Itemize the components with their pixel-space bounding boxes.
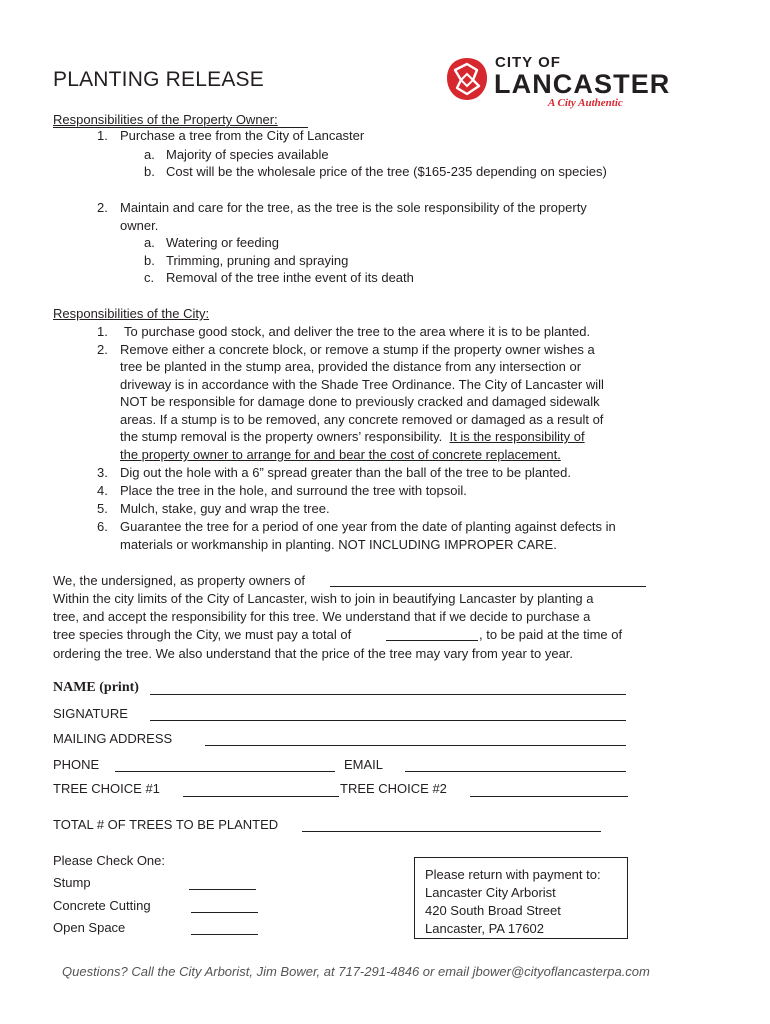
tree-choice-1-field[interactable] bbox=[183, 796, 339, 797]
logo-tagline: A City Authentic bbox=[548, 97, 623, 109]
owner-item-2b: Trimming, pruning and spraying bbox=[166, 253, 349, 268]
agreement-line2: Within the city limits of the City of Lancaster, wish to join in beautifying Lancaster by planting a bbox=[53, 591, 594, 606]
agreement-line4b: , to be paid at the time of bbox=[479, 627, 623, 642]
city-item-2-line3: driveway is in accordance with the Shade Tree Ordinance. The City of Lancaster will bbox=[120, 377, 604, 392]
owner-item-1a-letter: a. bbox=[144, 147, 155, 162]
option-openspace-checkline[interactable] bbox=[191, 934, 258, 935]
city-item-2-num: 2. bbox=[97, 342, 108, 357]
phone-field[interactable] bbox=[115, 771, 335, 772]
page-title: PLANTING RELEASE bbox=[53, 68, 264, 91]
city-item-6-line2: materials or workmanship in planting. NOT INCLUDING IMPROPER CARE. bbox=[120, 537, 557, 552]
option-openspace-label: Open Space bbox=[53, 920, 126, 935]
owner-item-2a: Watering or feeding bbox=[166, 235, 279, 250]
footer-contact: Questions? Call the City Arborist, Jim Bower, at 717-291-4846 or email jbower@cityoflancasterpa.com bbox=[62, 964, 650, 979]
return-line1: Please return with payment to: bbox=[425, 867, 601, 882]
owner-item-2c-letter: c. bbox=[144, 270, 155, 285]
total-trees-field[interactable] bbox=[302, 831, 601, 832]
tree-choice-2-field[interactable] bbox=[470, 796, 628, 797]
return-line3: 420 South Broad Street bbox=[425, 903, 561, 918]
city-item-2-line4: NOT be responsible for damage done to previously cracked and damaged sidewalk bbox=[120, 394, 600, 409]
city-item-2-line6 bbox=[120, 428, 585, 446]
city-item-2-line6-text: the stump removal is the property owners’ responsibility. bbox=[120, 429, 443, 444]
total-trees-label: TOTAL # OF TREES TO BE PLANTED bbox=[53, 817, 279, 832]
city-item-2-line5: areas. If a stump is to be removed, any concrete removed or damaged as a result of bbox=[120, 412, 604, 427]
check-one-heading: Please Check One: bbox=[53, 853, 166, 868]
city-item-5: Mulch, stake, guy and wrap the tree. bbox=[120, 501, 330, 516]
email-field[interactable] bbox=[405, 771, 626, 772]
owner-item-1b: Cost will be the wholesale price of the tree ($165-235 depending on species) bbox=[166, 164, 607, 179]
logo-city-name: LANCASTER bbox=[494, 69, 671, 99]
city-item-1-num: 1. bbox=[97, 324, 108, 339]
property-address-line[interactable] bbox=[330, 586, 646, 587]
owner-item-2-line2: owner. bbox=[120, 218, 159, 233]
city-heading: Responsibilities of the City: bbox=[53, 306, 210, 321]
name-label: NAME (print) bbox=[53, 680, 139, 695]
owner-item-1b-letter: b. bbox=[144, 164, 155, 179]
return-line2: Lancaster City Arborist bbox=[425, 885, 556, 900]
owner-item-2-line1: Maintain and care for the tree, as the tree is the sole responsibility of the property bbox=[120, 200, 587, 215]
agreement-line1: We, the undersigned, as property owners of bbox=[53, 573, 305, 588]
phone-label: PHONE bbox=[53, 757, 100, 772]
city-item-6-line1: Guarantee the tree for a period of one year from the date of planting against defects in bbox=[120, 519, 616, 534]
total-amount-line[interactable] bbox=[386, 640, 478, 641]
tree-choice-1-label: TREE CHOICE #1 bbox=[53, 781, 160, 796]
city-item-6-num: 6. bbox=[97, 519, 108, 534]
rose-logo-icon bbox=[445, 56, 489, 102]
owner-item-2-num: 2. bbox=[97, 200, 108, 215]
city-item-3: Dig out the hole with a 6” spread greater than the ball of the tree to be planted. bbox=[120, 465, 571, 480]
city-item-2-underline-a: It is the responsibility of bbox=[449, 429, 585, 444]
address-field[interactable] bbox=[205, 745, 626, 746]
city-item-2-line2: tree be planted in the stump area, provided the distance from any intersection or bbox=[120, 359, 582, 374]
city-item-2-underline-b: the property owner to arrange for and bear the cost of concrete replacement. bbox=[120, 447, 561, 462]
city-item-5-num: 5. bbox=[97, 501, 108, 516]
city-item-1: To purchase good stock, and deliver the tree to the area where it is to be planted. bbox=[124, 324, 591, 339]
email-label: EMAIL bbox=[344, 757, 384, 772]
tree-choice-2-label: TREE CHOICE #2 bbox=[340, 781, 447, 796]
signature-label: SIGNATURE bbox=[53, 706, 128, 721]
owner-item-1: Purchase a tree from the City of Lancaster bbox=[120, 128, 365, 143]
owner-item-2b-letter: b. bbox=[144, 253, 155, 268]
owner-item-2c: Removal of the tree inthe event of its death bbox=[166, 270, 414, 285]
name-field[interactable] bbox=[150, 694, 626, 695]
option-concrete-checkline[interactable] bbox=[191, 912, 258, 913]
signature-field[interactable] bbox=[150, 720, 626, 721]
owner-item-1-num: 1. bbox=[97, 128, 108, 143]
option-stump-label: Stump bbox=[53, 875, 91, 890]
option-concrete-label: Concrete Cutting bbox=[53, 898, 151, 913]
city-item-4: Place the tree in the hole, and surround the tree with topsoil. bbox=[120, 483, 467, 498]
owner-heading: Responsibilities of the Property Owner: bbox=[53, 112, 278, 127]
logo-city-of: CITY OF bbox=[495, 54, 561, 71]
address-label: MAILING ADDRESS bbox=[53, 731, 173, 746]
agreement-line4a: tree species through the City, we must pay a total of bbox=[53, 627, 352, 642]
city-item-2-line1: Remove either a concrete block, or remove a stump if the property owner wishes a bbox=[120, 342, 595, 357]
agreement-line5: ordering the tree. We also understand that the price of the tree may vary from year to year. bbox=[53, 646, 574, 661]
owner-item-2a-letter: a. bbox=[144, 235, 155, 250]
city-item-4-num: 4. bbox=[97, 483, 108, 498]
return-address-box bbox=[414, 857, 628, 939]
return-line4: Lancaster, PA 17602 bbox=[425, 921, 545, 936]
agreement-line3: tree, and accept the responsibility for this tree. We understand that if we decide to purchase a bbox=[53, 609, 591, 624]
option-stump-checkline[interactable] bbox=[189, 889, 256, 890]
city-item-3-num: 3. bbox=[97, 465, 108, 480]
owner-item-1a: Majority of species available bbox=[166, 147, 329, 162]
